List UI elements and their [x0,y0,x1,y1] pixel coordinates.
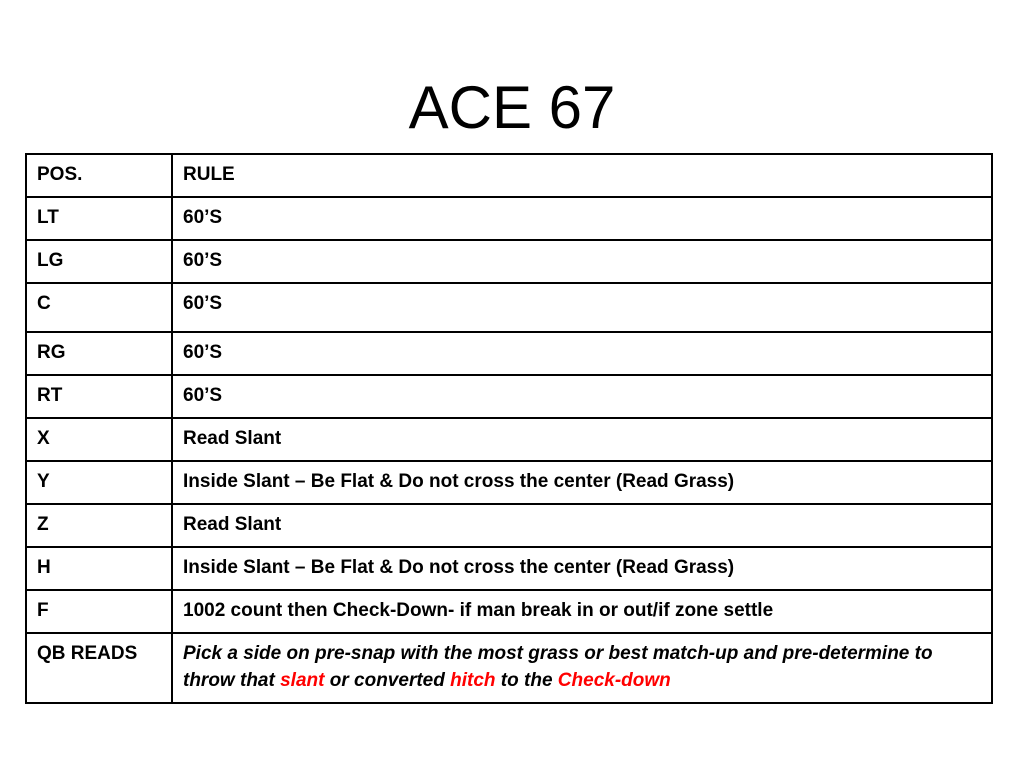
table-row-rg [26,332,992,375]
qb-reads-text: to the [495,670,558,691]
rule-cell: 60’S [172,240,992,283]
rule-cell: 60’S [172,283,992,332]
table-header-row [26,154,992,197]
header-pos: POS. [26,154,172,197]
rule-cell: 60’S [172,332,992,375]
pos-cell: RT [26,375,172,418]
table-row-z [26,504,992,547]
rules-table [25,153,993,704]
header-rule: RULE [172,154,992,197]
pos-cell: LG [26,240,172,283]
qb-reads-text: or converted [324,670,451,691]
pos-cell: RG [26,332,172,375]
highlight-check-down: Check-down [557,670,671,691]
rule-cell: Read Slant [172,504,992,547]
pos-cell: F [26,590,172,633]
pos-cell: Y [26,461,172,504]
table-row-lg [26,240,992,283]
pos-cell: LT [26,197,172,240]
table-row-rt [26,375,992,418]
highlight-slant: slant [280,670,325,691]
highlight-hitch: hitch [450,670,496,691]
pos-cell: H [26,547,172,590]
pos-cell: X [26,418,172,461]
rule-cell: 60’S [172,375,992,418]
rule-cell: Read Slant [172,418,992,461]
pos-cell: QB READS [26,633,172,703]
table-row-h [26,547,992,590]
table-row-c [26,283,992,332]
pos-cell: Z [26,504,172,547]
rule-cell: Inside Slant – Be Flat & Do not cross the center (Read Grass) [172,547,992,590]
table-row-qb-reads [26,633,992,703]
qb-reads-text: Pick a side on pre-snap with the most grass or best match-up and pre-determine to throw that [183,643,933,691]
rule-cell: Inside Slant – Be Flat & Do not cross the center (Read Grass) [172,461,992,504]
slide-title: ACE 67 [408,74,616,141]
table-row-lt [26,197,992,240]
table-row-f [26,590,992,633]
qb-reads-rule-cell [172,633,992,703]
table-row-y [26,461,992,504]
table-row-x [26,418,992,461]
pos-cell: C [26,283,172,332]
rule-cell: 60’S [172,197,992,240]
rule-cell: 1002 count then Check-Down- if man break in or out/if zone settle [172,590,992,633]
